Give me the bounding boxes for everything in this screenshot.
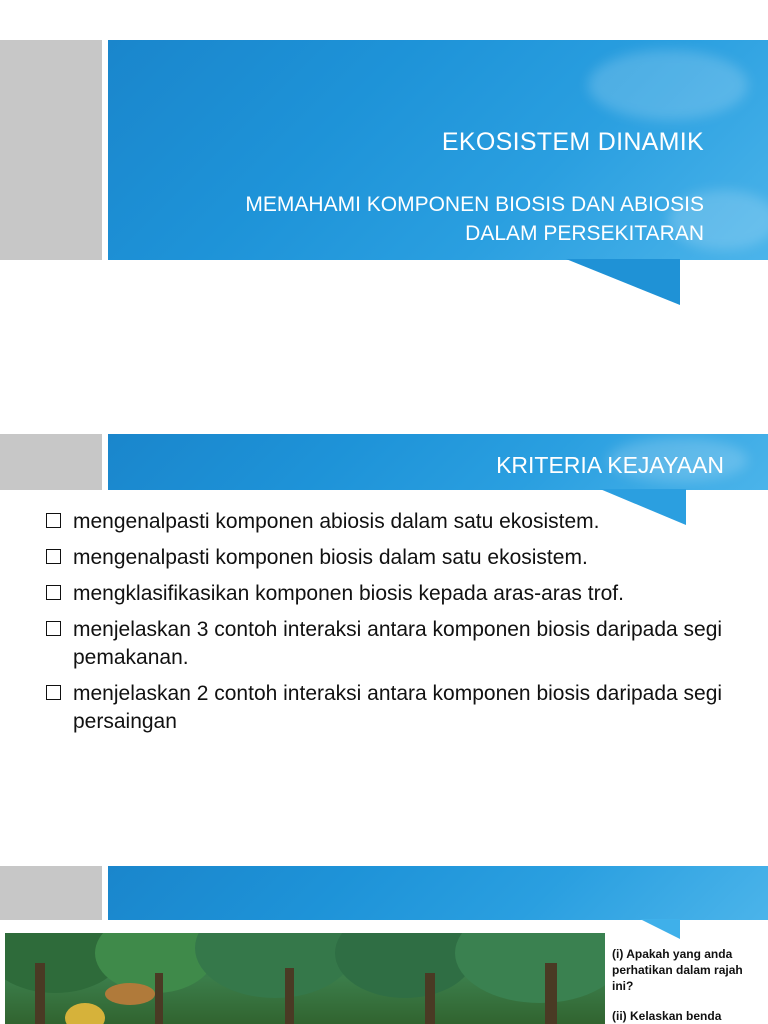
- checkbox-icon: [46, 513, 61, 528]
- side-gray-block: [0, 434, 102, 490]
- picture-banner: [108, 866, 768, 920]
- slide-criteria: [0, 402, 768, 822]
- side-gray-block: [0, 866, 102, 920]
- jungle-illustration: [5, 933, 605, 1024]
- side-gray-block: [0, 40, 102, 260]
- criteria-item: [46, 680, 736, 736]
- banner-tail: [640, 919, 690, 943]
- checkbox-icon: [46, 549, 61, 564]
- slide-title: [0, 0, 768, 372]
- criteria-item: [46, 616, 736, 672]
- criteria-list: [46, 508, 736, 744]
- question-1: (i) Apakah yang anda perhatikan dalam rajah ini?: [612, 947, 743, 993]
- question-text: [612, 946, 762, 1024]
- criteria-item-text: menjelaskan 3 contoh interaksi antara komponen biosis daripada segi pemakanan.: [73, 618, 723, 669]
- subtitle-line-1: MEMAHAMI KOMPONEN BIOSIS DAN ABIOSIS: [245, 193, 704, 216]
- slide-title-text: EKOSISTEM DINAMIK: [441, 128, 704, 156]
- banner-tail: [566, 259, 686, 307]
- slide-subtitle: [104, 190, 704, 248]
- criteria-item: [46, 544, 736, 572]
- checkbox-icon: [46, 621, 61, 636]
- checkbox-icon: [46, 685, 61, 700]
- subtitle-line-2: DALAM PERSEKITARAN: [465, 222, 704, 245]
- question-2: (ii) Kelaskan benda: [612, 1009, 722, 1023]
- slide-ecosystem-picture: [0, 840, 768, 1024]
- criteria-item: [46, 580, 736, 608]
- criteria-item: [46, 508, 736, 536]
- criteria-item-text: mengenalpasti komponen biosis dalam satu ekosistem.: [73, 546, 588, 569]
- checkbox-icon: [46, 585, 61, 600]
- criteria-item-text: mengenalpasti komponen abiosis dalam satu ekosistem.: [73, 510, 600, 533]
- criteria-item-text: mengklasifikasikan komponen biosis kepada aras-aras trof.: [73, 582, 624, 605]
- criteria-item-text: menjelaskan 2 contoh interaksi antara komponen biosis daripada segi persaingan: [73, 682, 723, 733]
- criteria-title: KRITERIA KEJAYAAN: [496, 452, 724, 478]
